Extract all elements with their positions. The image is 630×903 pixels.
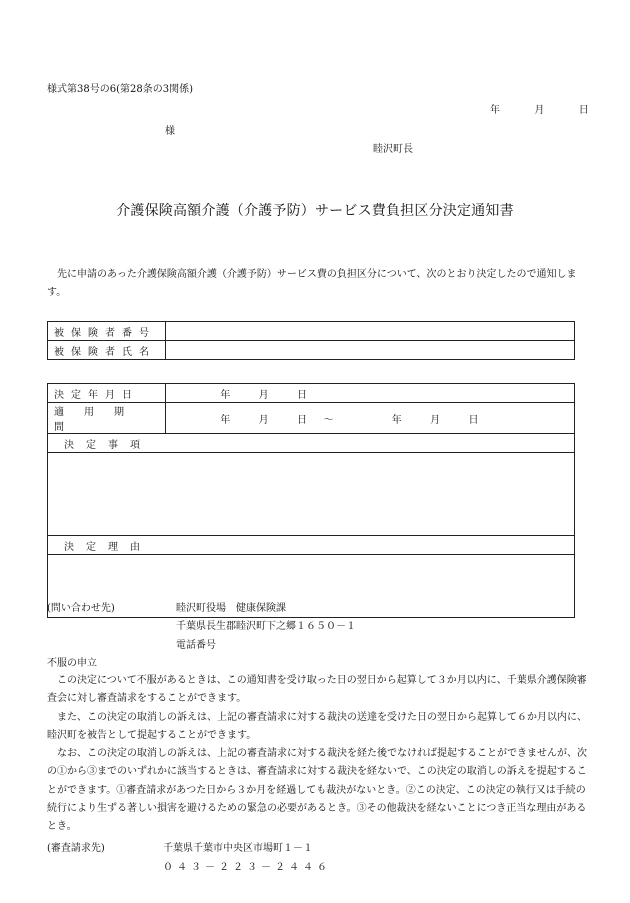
issue-date [490,101,589,116]
matters-box-row [48,453,575,536]
reason-field[interactable] [48,555,575,618]
period-start-month: 月 [258,414,269,426]
matters-label-row [48,434,575,453]
insured-number-row [48,322,575,341]
decision-date-month: 月 [258,389,269,401]
contact-office: 睦沢町役場 健康保険課 [176,603,286,614]
matters-label: 決定事項 [48,434,575,453]
appeal-text [47,672,587,837]
insured-table [47,321,575,360]
issue-date-month: 月 [534,105,545,116]
period-tilde: ～ [323,414,334,426]
review-address: 千葉県千葉市中央区市場町１－１ [163,843,313,854]
appeal-heading: 不服の申立 [47,658,97,669]
review-label: (審査請求先) [47,843,105,854]
addressee-suffix: 様 [165,126,175,137]
period-field[interactable] [166,403,575,434]
decision-table [47,383,575,618]
period-row [48,403,575,434]
review-phone: ０４３－２２３－２４４６ [163,862,331,873]
period-start-year: 年 [220,414,231,426]
contact-phone-label: 電話番号 [176,640,216,651]
insured-name-field[interactable] [166,341,575,360]
decision-date-label: 決定年月日 [48,384,166,403]
appeal-paragraph-3: なお、この決定の取消しの訴えは、上記の審査請求に対する裁決を経た後でなければ提起することができませんが、次の①から③までのいずれかに該当するときは、審査請求に対する裁決を経ないで、この決定の取消しの訴えを提起することができます。①審査請求があつた日から３か月を経過しても裁決がないとき。②この決定、この決定の執行又は手続の続行により生ずる著しい損害を避けるための緊急の必要があるとき。③その他裁決を経ないことにつき正当な理由があるとき。 [47,748,587,833]
insured-number-field[interactable] [166,322,575,341]
issue-date-year: 年 [490,105,500,116]
appeal-paragraph-2: また、この決定の取消しの訴えは、上記の審査請求に対する裁決の送達を受けた日の翌日から起算して６か月以内に、睦沢町を被告として提起することができます。 [47,711,587,741]
insured-name-row [48,341,575,360]
contact-label: (問い合わせ先) [47,603,115,614]
issue-date-day: 日 [578,105,589,116]
decision-date-day: 日 [296,389,307,401]
contact-address: 千葉県長生郡睦沢町下之郷１６５０－１ [176,621,356,632]
period-end-month: 月 [430,414,441,426]
issuer: 睦沢町長 [373,144,413,155]
period-label: 適用期間 [48,403,166,434]
intro-paragraph: 先に申請のあった介護保険高額介護（介護予防）サービス費の負担区分について、次のとおり決定したので通知します。 [47,269,577,298]
decision-date-year: 年 [220,389,231,401]
reason-box-row [48,555,575,618]
period-start-day: 日 [296,414,307,426]
insured-number-label: 被保険者番号 [48,322,166,341]
decision-date-field[interactable] [166,384,575,403]
form-number: 様式第38号の6(第28条の3関係) [47,84,193,95]
reason-label-row [48,536,575,555]
intro-text [47,266,587,302]
matters-field[interactable] [48,453,575,536]
decision-date-row [48,384,575,403]
period-end-day: 日 [468,414,479,426]
period-end-year: 年 [391,414,402,426]
reason-label: 決定理由 [48,536,575,555]
appeal-paragraph-1: この決定について不服があるときは、この通知書を受け取った日の翌日から起算して３か月以内に、千葉県介護保険審査会に対し審査請求をすることができます。 [47,675,587,705]
insured-name-label: 被保険者氏名 [48,341,166,360]
page-title: 介護保険高額介護（介護予防）サービス費負担区分決定通知書 [116,203,514,219]
